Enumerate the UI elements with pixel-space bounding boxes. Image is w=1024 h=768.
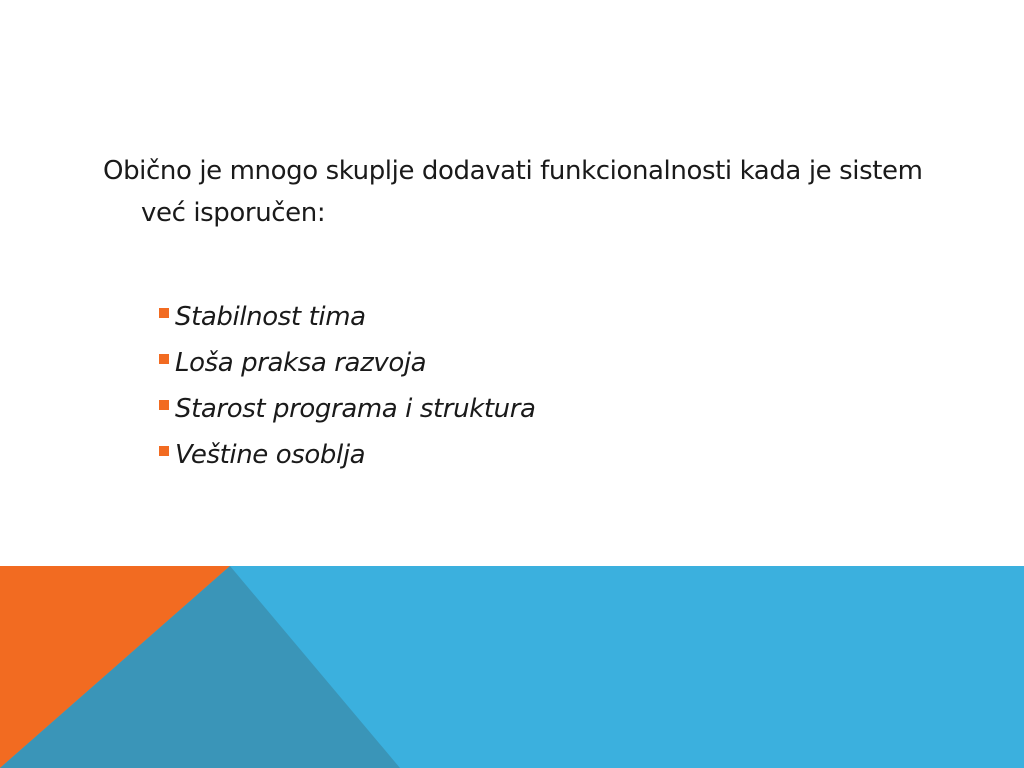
bullet-text: Veštine osoblja xyxy=(175,440,366,470)
bullet-text: Stabilnost tima xyxy=(175,302,366,332)
square-bullet-icon xyxy=(159,308,169,318)
list-item xyxy=(159,432,536,478)
square-bullet-icon xyxy=(159,446,169,456)
square-bullet-icon xyxy=(159,354,169,364)
bullet-text: Starost programa i struktura xyxy=(175,394,536,424)
bullet-list xyxy=(159,294,536,478)
list-item xyxy=(159,386,536,432)
list-item xyxy=(159,340,536,386)
main-paragraph: Obično je mnogo skuplje dodavati funkcionalnosti kada je sistem već isporučen: xyxy=(103,156,923,228)
slide-content xyxy=(103,150,923,470)
list-item xyxy=(159,294,536,340)
square-bullet-icon xyxy=(159,400,169,410)
bullet-text: Loša praksa razvoja xyxy=(175,348,427,378)
bottom-decoration xyxy=(0,566,1024,768)
